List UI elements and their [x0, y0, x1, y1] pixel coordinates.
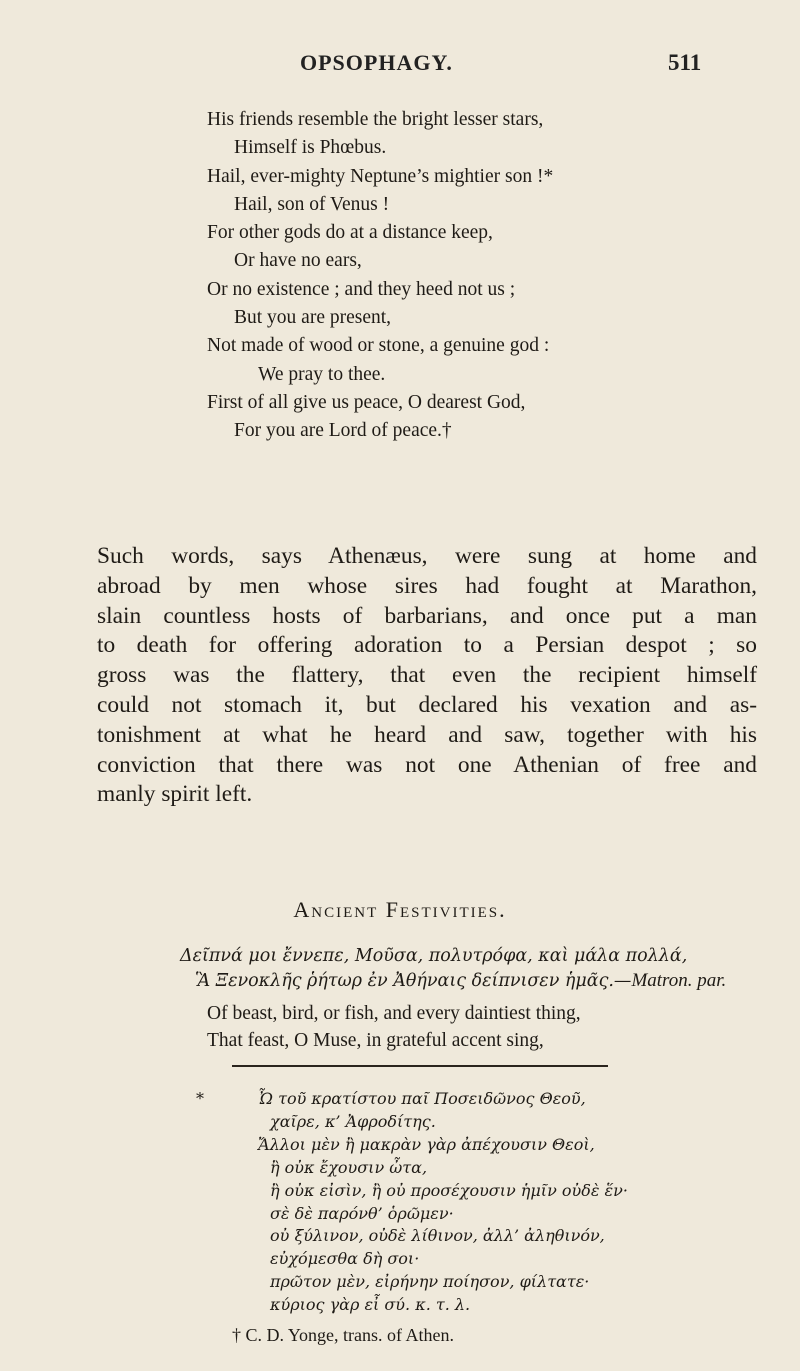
paragraph-line: tonishment at what he heard and saw, together with his	[97, 721, 757, 748]
page-number: 511	[668, 50, 702, 75]
verse-line: Not made of wood or stone, a genuine god :	[207, 335, 550, 357]
epigraph-source: Matron. par.	[631, 969, 727, 991]
verse-line: First of all give us peace, O dearest God,	[207, 391, 526, 413]
verse-line: Or no existence ; and they heed not us ;	[207, 278, 516, 300]
verse-translation	[0, 106, 800, 446]
footnote-line: σὲ δὲ παρόνθ’ ὁρῶμεν·	[270, 1203, 454, 1223]
body-paragraph	[97, 542, 757, 810]
running-title: OPSOPHAGY.	[300, 50, 453, 75]
footnote-line: εὐχόμεσθα δὴ σοι·	[270, 1249, 420, 1269]
footnote-line: χαῖρε, κ’ Ἀφροδίτης.	[270, 1111, 436, 1131]
verse-line: Hail, son of Venus !	[234, 193, 390, 215]
paragraph-line: conviction that there was not one Athenian of free and	[97, 751, 757, 778]
paragraph-line: to death for offering adoration to a Persian despot ; so	[97, 632, 757, 659]
paragraph-line: slain countless hosts of barbarians, and once put a man	[97, 602, 757, 629]
epigraph-greek-line	[0, 969, 800, 994]
paragraph-line: gross was the flattery, that even the recipient himself	[97, 662, 757, 689]
section-heading: Ancient Festivities.	[293, 897, 507, 922]
verse-line: His friends resemble the bright lesser stars,	[207, 109, 544, 130]
epigraph-greek-text: Ἃ Ξενοκλῆς ῥήτωρ ἐν Ἀθήναις δείπνισεν ἡμᾶς.—	[195, 970, 632, 991]
epigraph-translation	[0, 1000, 800, 1054]
verse-line: Or have no ears,	[234, 250, 362, 272]
footnote-marker: *	[196, 1089, 204, 1108]
footnote-line: ἢ οὐκ εἰσὶν, ἢ οὐ προσέχουσιν ἡμῖν οὐδὲ ἕν·	[270, 1180, 628, 1200]
footnote-divider	[232, 1065, 608, 1067]
paragraph-line: could not stomach it, but declared his vexation and as-	[97, 691, 757, 718]
verse-line: We pray to thee.	[258, 363, 386, 385]
translation-line: Of beast, bird, or fish, and every daintiest thing,	[207, 1003, 581, 1024]
greek-epigraph	[0, 944, 800, 993]
epigraph-greek-line: Δεῖπνά μοι ἔννεπε, Μοῦσα, πολυτρόφα, καὶ μάλα πολλά,	[180, 946, 688, 966]
translation-line: That feast, O Muse, in grateful accent sing,	[207, 1030, 544, 1051]
footnote-line: Ὦ τοῦ κρατίστου παῖ Ποσειδῶνος Θεοῦ,	[258, 1089, 586, 1108]
paragraph-line: abroad by men whose sires had fought at Marathon,	[97, 572, 757, 599]
footnote-line: κύριος γὰρ εἶ σύ. κ. τ. λ.	[270, 1295, 471, 1315]
footnote-line: ἢ οὐκ ἔχουσιν ὦτα,	[270, 1157, 428, 1177]
verse-line: But you are present,	[234, 307, 392, 329]
paragraph-line: manly spirit left.	[97, 781, 253, 808]
footnote-greek-verse	[0, 1088, 800, 1317]
verse-line: For you are Lord of peace.†	[234, 420, 452, 442]
verse-line: Himself is Phœbus.	[234, 137, 387, 159]
running-head	[0, 50, 800, 90]
verse-line: Hail, ever-mighty Neptune’s mightier son !*	[207, 165, 554, 187]
footnote-line: οὐ ξύλινον, οὐδὲ λίθινον, ἀλλ’ ἀληθινόν,	[270, 1226, 605, 1246]
paragraph-line: Such words, says Athenæus, were sung at home and	[97, 543, 757, 569]
footnote-line: Ἄλλοι μὲν ἢ μακρὰν γὰρ ἀπέχουσιν Θεοὶ,	[258, 1134, 595, 1154]
footnote-translator-credit: † C. D. Yonge, trans. of Athen.	[232, 1325, 455, 1345]
footnote-line: πρῶτον μὲν, εἰρήνην ποίησον, φίλτατε·	[270, 1272, 590, 1292]
verse-line: For other gods do at a distance keep,	[207, 222, 493, 244]
